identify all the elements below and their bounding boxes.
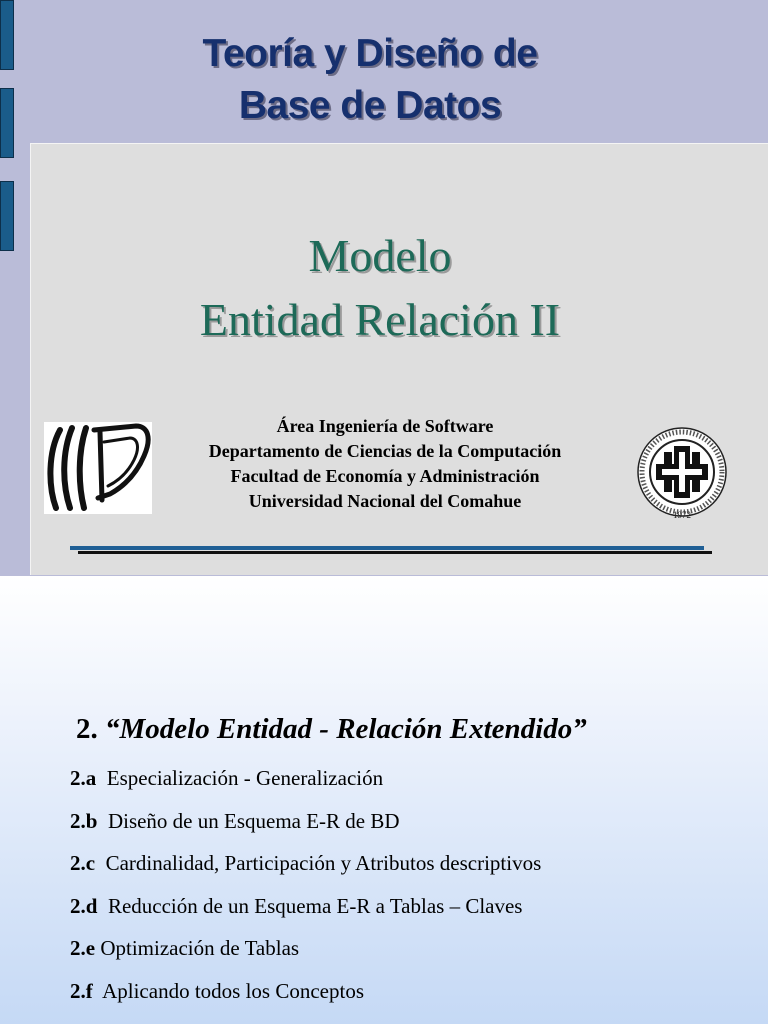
affiliation-block	[160, 414, 610, 514]
affiliation-line: Área Ingeniería de Software	[276, 416, 494, 436]
course-title-line-1: Teoría y Diseño de	[202, 32, 538, 75]
topic-text: Especialización - Generalización	[106, 766, 384, 790]
topic-key: 2.a	[70, 766, 97, 790]
university-seal-icon	[634, 426, 730, 522]
list-item	[70, 979, 541, 1022]
list-item	[70, 851, 541, 894]
topic-key: 2.e	[70, 936, 96, 960]
topic-key: 2.c	[70, 851, 96, 875]
list-item	[70, 936, 541, 979]
section-number: 2.	[76, 713, 98, 745]
list-item	[70, 766, 541, 809]
slide-subtitle	[30, 224, 730, 352]
subtitle-line-2: Entidad Relación II	[199, 294, 561, 345]
contents-slide	[0, 576, 768, 1024]
software-area-logo-icon	[44, 422, 152, 514]
affiliation-line: Departamento de Ciencias de la Computación	[208, 441, 562, 461]
seal-year: 1972	[673, 510, 691, 520]
side-accent-bar	[0, 88, 14, 158]
topic-text: Cardinalidad, Participación y Atributos descriptivos	[105, 851, 542, 875]
topic-key: 2.d	[70, 893, 98, 918]
divider-line-shadow	[78, 551, 712, 554]
topic-key: 2.f	[70, 978, 93, 1003]
topic-list	[70, 766, 541, 1021]
section-heading	[76, 713, 587, 746]
topic-text: Aplicando todos los Conceptos	[102, 978, 364, 1003]
list-item	[70, 809, 541, 852]
course-title	[60, 28, 680, 132]
side-accent-bar	[0, 181, 14, 251]
divider-line	[70, 546, 704, 550]
side-accent-bar	[0, 0, 14, 70]
topic-text: Diseño de un Esquema E-R de BD	[107, 808, 400, 833]
subtitle-line-1: Modelo	[308, 230, 452, 281]
list-item	[70, 894, 541, 937]
affiliation-line: Facultad de Economía y Administración	[230, 466, 540, 486]
affiliation-line: Universidad Nacional del Comahue	[248, 491, 522, 511]
topic-text: Reducción de un Esquema E-R a Tablas – Claves	[107, 893, 523, 918]
section-title: “Modelo Entidad - Relación Extendido”	[105, 713, 587, 745]
topic-key: 2.b	[70, 808, 98, 833]
topic-text: Optimización de Tablas	[100, 936, 300, 960]
course-title-line-2: Base de Datos	[238, 84, 502, 127]
